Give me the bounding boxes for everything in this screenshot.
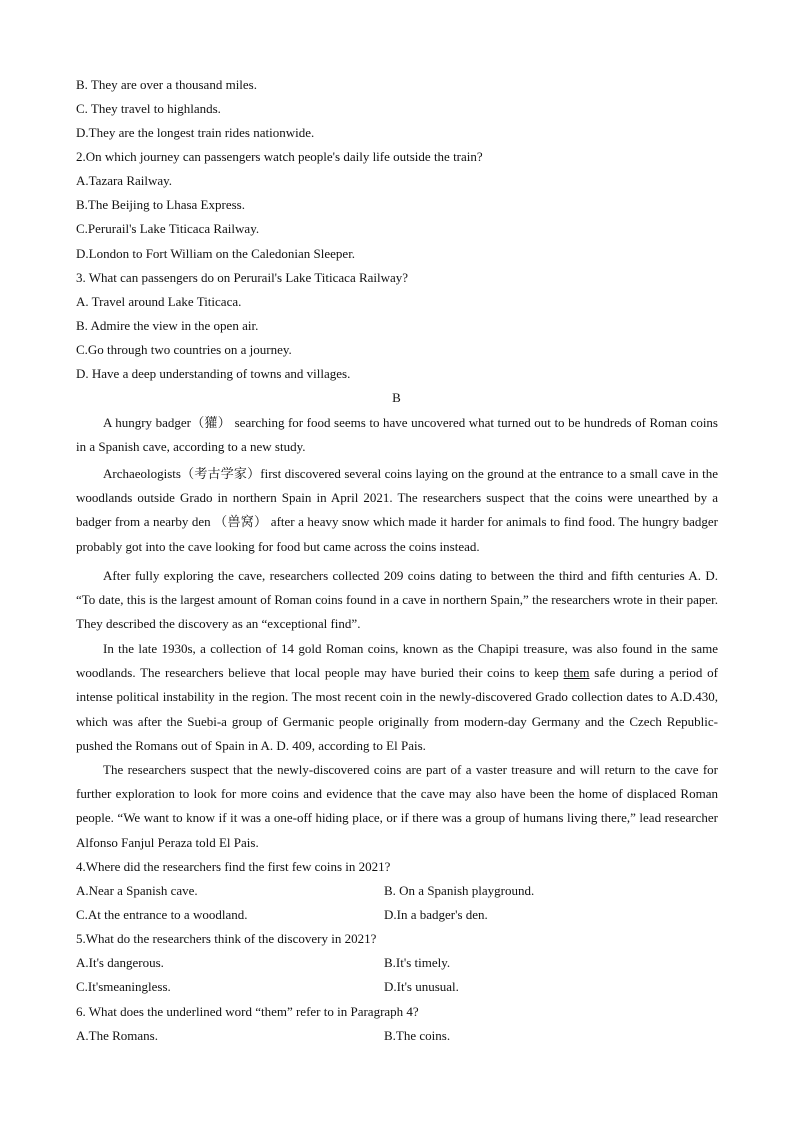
q1-option-b: B. They are over a thousand miles. xyxy=(76,77,257,92)
q5-stem: 5.What do the researchers think of the discovery in 2021? xyxy=(76,931,377,946)
passage-paragraph-5: The researchers suspect that the newly-discovered coins are part of a vaster treasure and will return to the cave for further exploration to look for more coins and evidence that the cave may also have been the home of displaced Roman people. “We want to know if it was a one-off hiding place, or if there was a group of humans living there,” lead researcher Alfonso Fanjul Peraza told El Pais. xyxy=(76,762,718,850)
paragraph-4-text-end: safe during a period of intense political instability in the region. The most recent coin in the newly-discovered Grado collection dates to A.D.430, which was after the Suebi-a group of Germanic people originally from modern-day Germany and the Czech Republic-pushed the Romans out of Spain in A. D. 409, according to El Pais. xyxy=(76,665,718,753)
q2-option-d: D.London to Fort William on the Caledonian Sleeper. xyxy=(76,246,356,261)
q3-option-c: C.Go through two countries on a journey. xyxy=(76,342,292,357)
q1-option-d: D.They are the longest train rides nationwide. xyxy=(76,125,315,140)
q1-option-c: C. They travel to highlands. xyxy=(76,101,221,116)
q4-option-b: B. On a Spanish playground. xyxy=(384,883,535,898)
q3-option-b: B. Admire the view in the open air. xyxy=(76,318,259,333)
q3-stem: 3. What can passengers do on Perurail's Lake Titicaca Railway? xyxy=(76,270,409,285)
passage-paragraph-2: Archaeologists（考古学家）first discovered several coins laying on the ground at the entrance to a small cave in the woodlands outside Grado in northern Spain in April 2021. The researchers suspect that the coins were unearthed by a badger from a nearby den （兽窝） after a heavy snow which made it harder for animals to find food. The hungry badger probably got into the cave looking for food but came across the coins instead. xyxy=(76,466,718,554)
q6-option-a: A.The Romans. xyxy=(76,1028,158,1043)
q2-option-b: B.The Beijing to Lhasa Express. xyxy=(76,197,245,212)
q6-stem: 6. What does the underlined word “them” refer to in Paragraph 4? xyxy=(76,1004,419,1019)
q2-option-c: C.Perurail's Lake Titicaca Railway. xyxy=(76,221,260,236)
q4-option-c: C.At the entrance to a woodland. xyxy=(76,907,248,922)
q2-stem: 2.On which journey can passengers watch people's daily life outside the train? xyxy=(76,149,483,164)
q2-option-a: A.Tazara Railway. xyxy=(76,173,173,188)
q4-stem: 4.Where did the researchers find the first few coins in 2021? xyxy=(76,859,391,874)
paragraph-4-text-start: In the late 1930s, a collection of 14 gold Roman coins, known as the Chapipi treasure, was also found in the same woodlands. The researchers believe that local people may have buried their coins to keep xyxy=(76,641,718,681)
q3-option-d: D. Have a deep understanding of towns and villages. xyxy=(76,366,351,381)
q3-option-a: A. Travel around Lake Titicaca. xyxy=(76,294,242,309)
q5-option-c: C.It'smeaningless. xyxy=(76,979,171,994)
section-heading: B xyxy=(392,390,401,405)
passage-paragraph-1: A hungry badger（獾） searching for food seems to have uncovered what turned out to be hundreds of Roman coins in a Spanish cave, according to a new study. xyxy=(76,415,718,455)
q6-option-b: B.The coins. xyxy=(384,1028,451,1043)
q4-option-d: D.In a badger's den. xyxy=(384,907,488,922)
q5-option-b: B.It's timely. xyxy=(384,955,451,970)
q5-option-a: A.It's dangerous. xyxy=(76,955,164,970)
q4-option-a: A.Near a Spanish cave. xyxy=(76,883,198,898)
passage-paragraph-3: After fully exploring the cave, researchers collected 209 coins dating to between the third and fifth centuries A. D. “To date, this is the largest amount of Roman coins found in a cave in northern Spain,” the researchers wrote in their paper. They described the discovery as an “exceptional find”. xyxy=(76,568,718,632)
underlined-word-them: them xyxy=(563,665,590,681)
passage-paragraph-4 xyxy=(76,637,718,758)
q5-option-d: D.It's unusual. xyxy=(384,979,459,994)
